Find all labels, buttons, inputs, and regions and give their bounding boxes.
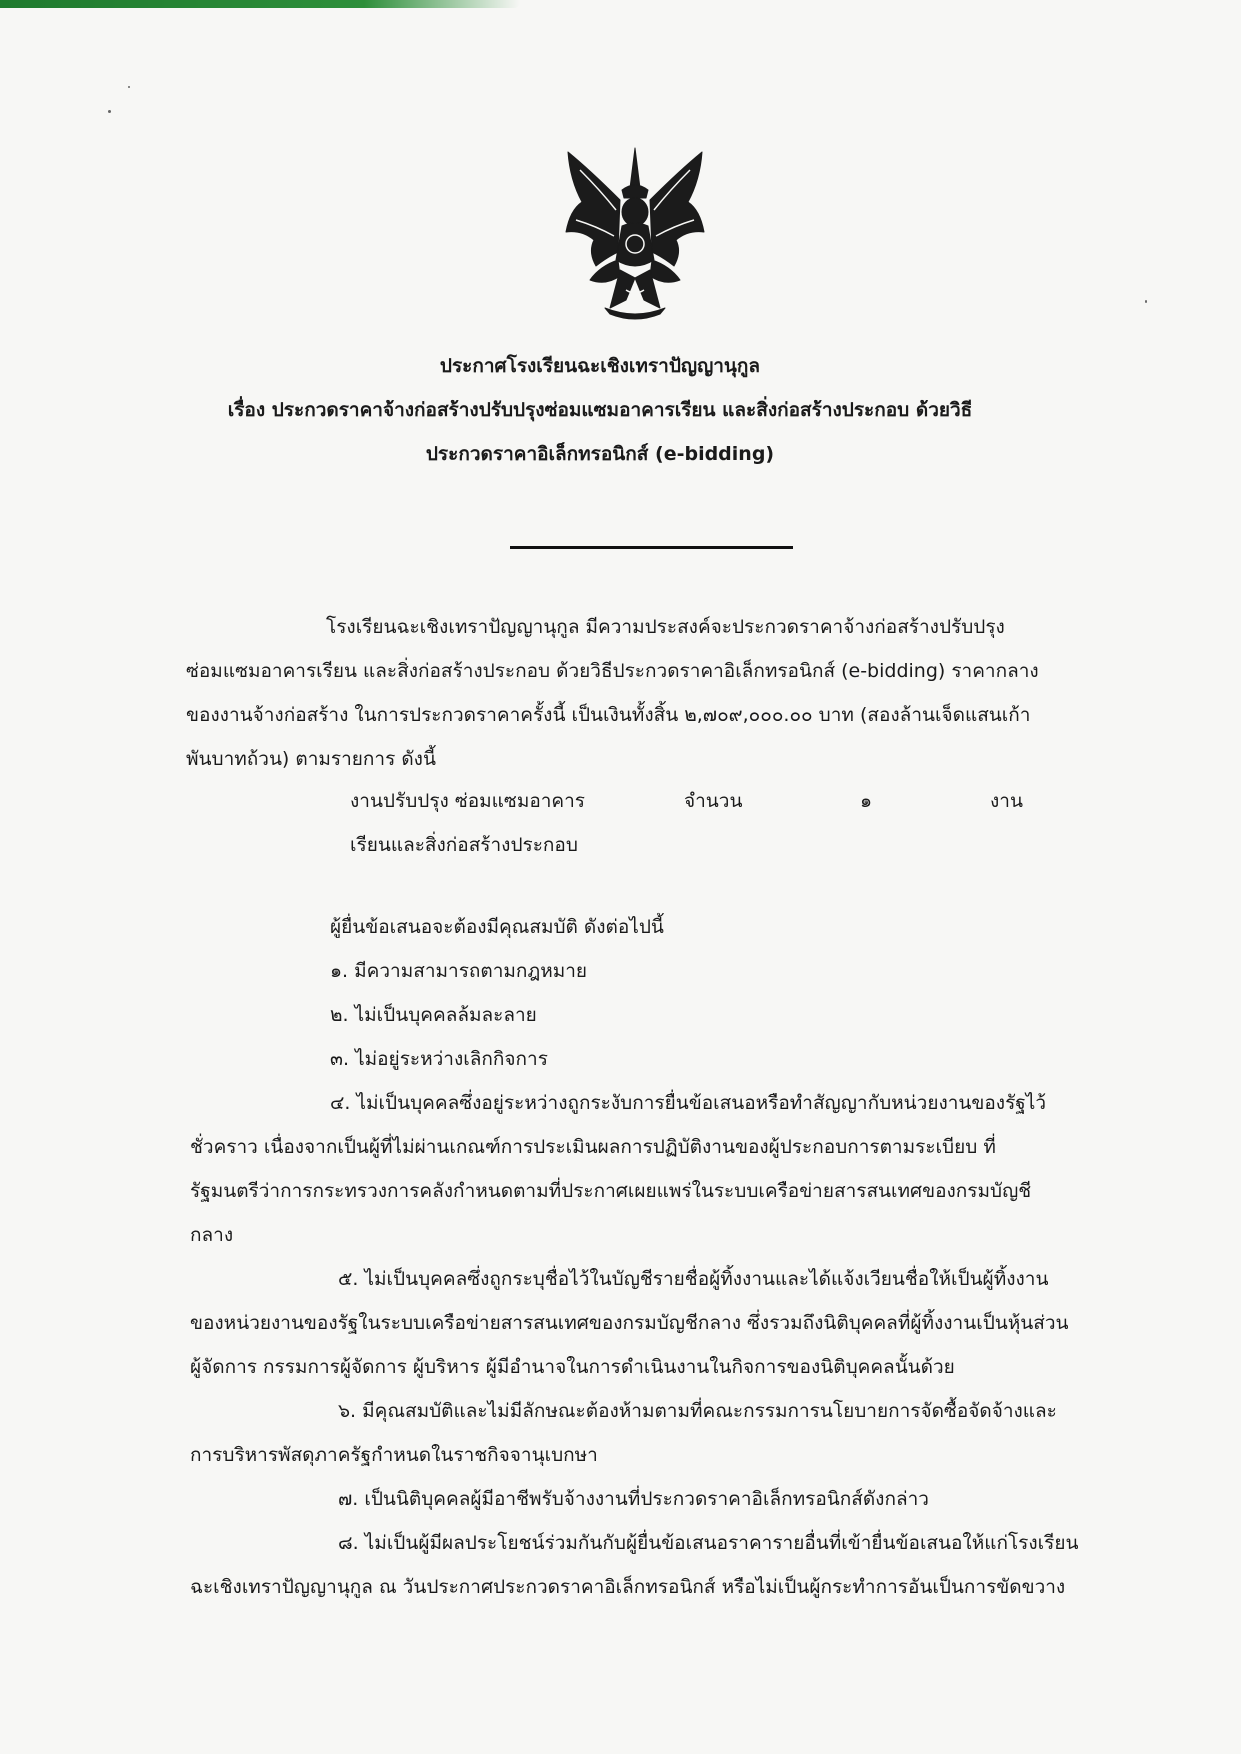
qualification-line: ๘. ไม่เป็นผู้มีผลประโยชน์ร่วมกันกับผู้ยื่นข้อเสนอราคารายอื่นที่เข้ายื่นข้อเสนอให้แก่โรงเรียน <box>338 1532 1079 1554</box>
title-underline-rule <box>510 546 793 549</box>
item-unit: งาน <box>990 790 1023 812</box>
scan-speck <box>1145 300 1147 303</box>
qualification-line: การบริหารพัสดุภาครัฐกำหนดในราชกิจจานุเบกษา <box>190 1444 598 1466</box>
garuda-emblem-icon <box>560 140 710 320</box>
qualification-line: ๗. เป็นนิติบุคคลผู้มีอาชีพรับจ้างงานที่ประกวดราคาอิเล็กทรอนิกส์ดังกล่าว <box>338 1488 929 1510</box>
qualification-line: กลาง <box>190 1224 234 1246</box>
qualification-line: รัฐมนตรีว่าการกระทรวงการคลังกำหนดตามที่ประกาศเผยแพร่ในระบบเครือข่ายสารสนเทศของกรมบัญชี <box>190 1180 1032 1202</box>
qualification-line: ๕. ไม่เป็นบุคคลซึ่งถูกระบุชื่อไว้ในบัญชีรายชื่อผู้ทิ้งงานและได้แจ้งเวียนชื่อให้เป็นผู้ทิ้งงาน <box>338 1268 1049 1290</box>
qualification-line: ๖. มีคุณสมบัติและไม่มีลักษณะต้องห้ามตามที่คณะกรรมการนโยบายการจัดซื้อจัดจ้างและ <box>338 1400 1057 1422</box>
qualification-line: ผู้จัดการ กรรมการผู้จัดการ ผู้บริหาร ผู้มีอำนาจในการดำเนินงานในกิจการของนิติบุคคลนั้นด้วย <box>190 1356 955 1378</box>
announcement-title: ประกาศโรงเรียนฉะเชิงเทราปัญญานุกูล <box>439 355 761 377</box>
announcement-subject: เรื่อง ประกวดราคาจ้างก่อสร้างปรับปรุงซ่อมแซมอาคารเรียน และสิ่งก่อสร้างประกอบ ด้วยวิธี <box>227 399 973 421</box>
qualification-line: ๓. ไม่อยู่ระหว่างเลิกกิจการ <box>330 1048 548 1070</box>
qualification-line: ฉะเชิงเทราปัญญานุกูล ณ วันประกาศประกวดราคาอิเล็กทรอนิกส์ หรือไม่เป็นผู้กระทำการอันเป็นการขัดขวาง <box>190 1576 1066 1598</box>
item-name: งานปรับปรุง ซ่อมแซมอาคาร <box>350 790 586 812</box>
intro-line: ของงานจ้างก่อสร้าง ในการประกวดราคาครั้งนี้ เป็นเงินทั้งสิ้น ๒,๗๐๙,๐๐๐.๐๐ บาท (สองล้านเจ็ดแสนเก้า <box>186 704 1031 726</box>
intro-line: ซ่อมแซมอาคารเรียน และสิ่งก่อสร้างประกอบ ด้วยวิธีประกวดราคาอิเล็กทรอนิกส์ (e-bidding) ราคากลาง <box>186 660 1039 682</box>
item-quantity-label: จำนวน <box>684 790 743 812</box>
intro-line: โรงเรียนฉะเชิงเทราปัญญานุกูล มีความประสงค์จะประกวดราคาจ้างก่อสร้างปรับปรุง <box>326 616 1005 638</box>
qualification-line: ของหน่วยงานของรัฐในระบบเครือข่ายสารสนเทศของกรมบัญชีกลาง ซึ่งรวมถึงนิติบุคคลที่ผู้ทิ้งงานเป็นหุ้นส่วน <box>190 1312 1069 1334</box>
scan-speck <box>108 110 111 113</box>
qualification-line: ๑. มีความสามารถตามกฎหมาย <box>330 960 588 982</box>
intro-line: พันบาทถ้วน) ตามรายการ ดังนี้ <box>186 748 436 770</box>
scan-speck <box>128 86 130 88</box>
qualifications-intro: ผู้ยื่นข้อเสนอจะต้องมีคุณสมบัติ ดังต่อไปนี้ <box>330 916 664 938</box>
qualification-line: ชั่วคราว เนื่องจากเป็นผู้ที่ไม่ผ่านเกณฑ์การประเมินผลการปฏิบัติงานของผู้ประกอบการตามระเบียบ ที่ <box>190 1136 996 1158</box>
announcement-subject-continued: ประกวดราคาอิเล็กทรอนิกส์ (e-bidding) <box>425 443 775 465</box>
qualification-line: ๒. ไม่เป็นบุคคลล้มละลาย <box>330 1004 537 1026</box>
top-green-edge <box>0 0 520 8</box>
item-quantity: ๑ <box>860 790 873 812</box>
qualification-line: ๔. ไม่เป็นบุคคลซึ่งอยู่ระหว่างถูกระงับการยื่นข้อเสนอหรือทำสัญญากับหน่วยงานของรัฐไว้ <box>330 1092 1046 1114</box>
item-name-continued: เรียนและสิ่งก่อสร้างประกอบ <box>350 834 578 856</box>
